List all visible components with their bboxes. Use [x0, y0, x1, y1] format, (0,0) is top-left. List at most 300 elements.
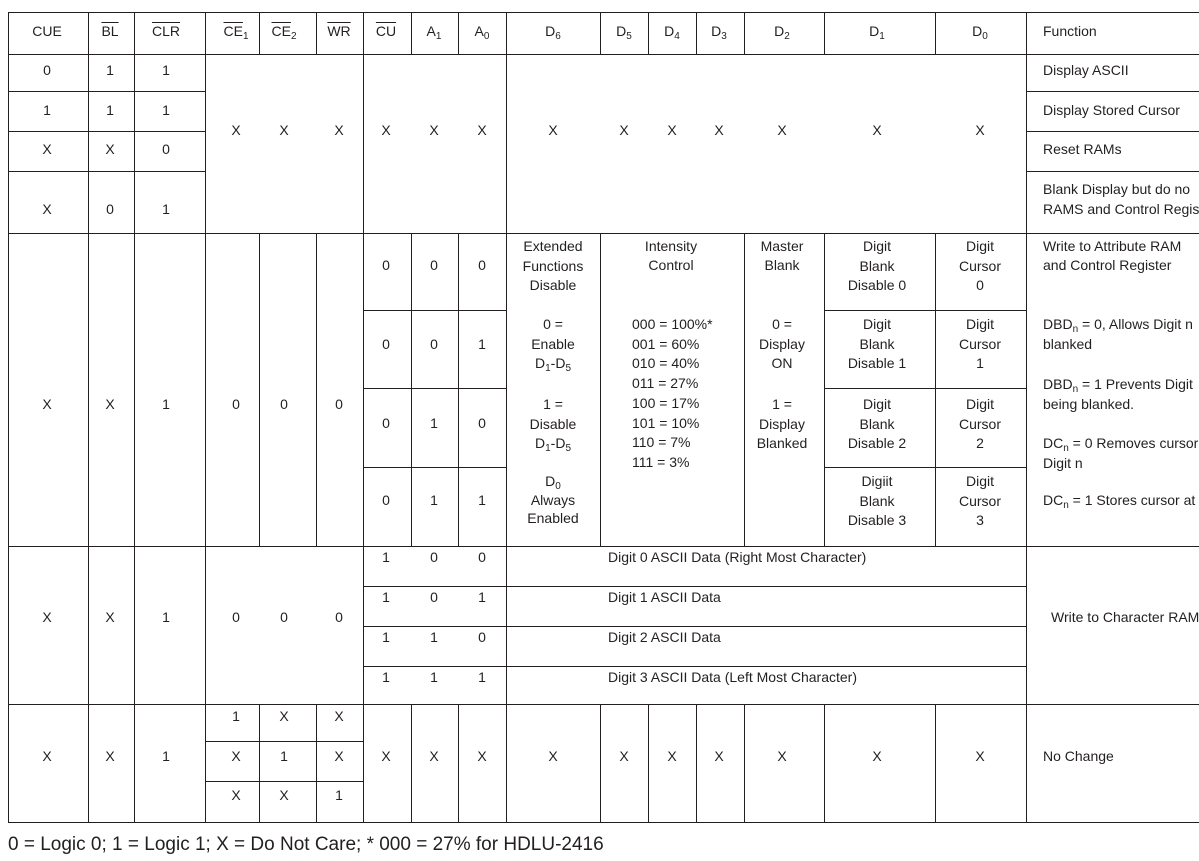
- g2-d1-text: [859, 415, 894, 435]
- g2-d6-disable: [530, 415, 577, 435]
- table-grid-line: [8, 131, 205, 132]
- table-grid-line: [316, 704, 317, 822]
- g2-intensity-level: 110 = 7%: [632, 434, 691, 451]
- g2-d6-range-text: D: [534, 355, 546, 371]
- header-d3-subscript: 3: [721, 31, 727, 42]
- table-grid-line: [411, 12, 412, 54]
- g3-a1: [430, 548, 438, 568]
- g2-d1-text-text: Blank: [859, 335, 895, 352]
- g2-d6-range-subscript: 1: [545, 443, 551, 454]
- table-grid-line: [8, 822, 1199, 823]
- g2-d6-range: [535, 434, 571, 454]
- g1-bl-text: 1: [106, 102, 114, 118]
- table-grid-line: [1026, 131, 1199, 132]
- g4-bl-text: X: [105, 748, 115, 764]
- g2-d0-text: [966, 395, 994, 415]
- g2-function-text: = 0, Allows Digit n: [1078, 316, 1193, 332]
- g2-cu-text: 0: [382, 415, 390, 431]
- g4-cue-text: X: [42, 748, 52, 764]
- table-grid-line: [316, 12, 317, 54]
- table-grid-line: [316, 233, 317, 546]
- table-grid-line: [1026, 91, 1199, 92]
- g2-intensity-level: 010 = 40%: [632, 355, 700, 372]
- g3-a0: [478, 628, 486, 648]
- table-grid-line: [205, 12, 206, 822]
- header-function-text: Function: [1043, 23, 1097, 39]
- g2-d1-text: [863, 315, 891, 335]
- g1-wr-x: [334, 121, 343, 141]
- g2-intensity-title: [648, 256, 693, 276]
- header-d2-text: D: [774, 23, 785, 39]
- g1-clr-text: 1: [162, 201, 170, 217]
- g2-function: [1043, 335, 1092, 355]
- table-grid-line: [1026, 12, 1027, 822]
- header-d6: [545, 22, 561, 42]
- g2-a1: [430, 414, 438, 434]
- g2-d0-text-text: Digit: [965, 316, 995, 332]
- g4-function-text: No Change: [1043, 748, 1114, 764]
- g1-bl: [105, 140, 114, 160]
- g2-master-off-text: 1 =: [772, 396, 792, 412]
- table-grid-line: [600, 233, 601, 546]
- g1-clr: [162, 61, 170, 81]
- g4-d6-x-text: X: [548, 748, 558, 764]
- g4-d0-x-text: X: [975, 748, 985, 764]
- g2-a0: [478, 414, 486, 434]
- g3-data: [608, 588, 721, 608]
- g2-clr: [162, 395, 170, 415]
- g1-a0-x: [477, 121, 486, 141]
- g3-cu: [382, 628, 390, 648]
- g4-clr: [162, 747, 170, 767]
- g3-wr: [335, 608, 343, 628]
- g3-bl-text: X: [105, 609, 115, 625]
- g2-function-subscript: n: [1072, 324, 1079, 335]
- g1-ce1-x-text: X: [231, 122, 241, 138]
- table-grid-line: [506, 12, 507, 822]
- header-ce1-subscript: 1: [242, 31, 249, 42]
- header-d1-subscript: 1: [879, 31, 885, 42]
- table-grid-line: [411, 233, 412, 546]
- g3-cu: [382, 668, 390, 688]
- g1-a1-x-text: X: [429, 122, 439, 138]
- g3-data-text: Digit 2 ASCII Data: [608, 629, 721, 645]
- g2-d6-enable: [543, 315, 563, 335]
- g2-d1-text: [861, 472, 892, 492]
- g2-d6-title-text: Disable: [529, 277, 577, 293]
- g1-ce1-x: [231, 121, 240, 141]
- g2-d0-text: [966, 315, 994, 335]
- header-a0-subscript: 0: [483, 31, 490, 42]
- g2-master-on: [759, 335, 805, 355]
- header-d0: [972, 22, 988, 42]
- g2-d0-text: [976, 434, 984, 454]
- g4-wr: [335, 786, 343, 806]
- table-grid-line: [8, 91, 205, 92]
- g2-d6-range: [535, 354, 571, 374]
- g2-function-subscript: n: [1063, 500, 1069, 511]
- g1-ce2-x: [279, 121, 288, 141]
- g3-a0: [478, 588, 486, 608]
- g2-cue-text: X: [42, 396, 52, 412]
- g1-clr-text: 1: [162, 102, 170, 118]
- g3-cu-text: 1: [382, 589, 390, 605]
- header-a1-subscript: 1: [435, 31, 442, 42]
- g3-a1-text: 0: [430, 589, 438, 605]
- g2-d0-text-text: 2: [976, 435, 984, 451]
- g2-cu: [382, 414, 390, 434]
- header-d5: [616, 22, 632, 42]
- table-grid-line: [935, 233, 936, 546]
- g4-d2-x-text: X: [777, 748, 787, 764]
- g2-d6-always-text: Enabled: [527, 510, 579, 526]
- g4-wr: [334, 707, 343, 727]
- header-d3-text: D: [711, 23, 722, 39]
- g4-ce1: [231, 747, 240, 767]
- g1-d0-x: [975, 121, 984, 141]
- g1-function-text: Blank Display but do no: [1043, 181, 1191, 197]
- header-d2-subscript: 2: [784, 31, 790, 42]
- header-d0-subscript: 0: [982, 31, 988, 42]
- g2-cu-text: 0: [382, 492, 390, 508]
- table-grid-line: [648, 12, 649, 54]
- g2-ce1: [232, 395, 240, 415]
- g2-d1-text-text: Blank: [859, 415, 895, 432]
- table-grid-line: [696, 12, 697, 54]
- g2-intensity-level: 101 = 10%: [632, 414, 700, 431]
- g4-d5-x-text: X: [619, 748, 629, 764]
- g1-clr: [162, 101, 170, 121]
- header-ce2: [271, 22, 296, 42]
- g2-d0-text-text: 3: [976, 512, 984, 528]
- g4-ce2-text: 1: [280, 748, 288, 764]
- g2-intensity-level: 111 = 3%: [632, 453, 690, 470]
- g2-master-on: [772, 354, 793, 374]
- header-ce2-subscript: 2: [290, 31, 297, 42]
- g3-a0: [478, 668, 486, 688]
- g3-cu-text: 1: [382, 669, 390, 685]
- g4-clr-text: 1: [162, 748, 170, 764]
- g2-d6-title: [523, 257, 584, 277]
- g2-d0-text: [959, 335, 1001, 355]
- g2-d6-title: [523, 237, 582, 257]
- g2-function: [1043, 434, 1198, 454]
- g2-function-subscript: n: [1063, 443, 1069, 454]
- g3-ce2-text: 0: [280, 609, 288, 625]
- g1-bl-text: X: [105, 141, 115, 157]
- g4-ce1-text: X: [231, 748, 241, 764]
- g2-d6-range-text: -D: [550, 435, 566, 451]
- table-grid-line: [8, 12, 9, 822]
- g4-d3-x: [714, 747, 723, 767]
- g2-d1-text: [848, 276, 906, 296]
- g2-d1-text: [848, 434, 906, 454]
- g2-function: [1043, 491, 1195, 511]
- g1-clr: [162, 140, 170, 160]
- g3-ce1: [232, 608, 240, 628]
- g2-cu: [382, 335, 390, 355]
- g2-d1-text-text: Disable 3: [847, 512, 907, 528]
- g1-cu-x-text: X: [381, 122, 391, 138]
- g2-a1-text: 1: [430, 415, 438, 431]
- g2-d1-text-text: Disable 1: [847, 355, 907, 371]
- g1-bl: [106, 200, 114, 220]
- g1-cue: [42, 200, 51, 220]
- g1-d1-x-text: X: [872, 122, 882, 138]
- g2-function-text: Write to Attribute RAM: [1043, 238, 1182, 254]
- header-a0-text: A: [474, 23, 484, 39]
- g1-a1-x: [429, 121, 438, 141]
- g2-d6-range-subscript: 1: [545, 363, 551, 374]
- g4-ce1-text: X: [231, 787, 241, 803]
- g4-d4-x-text: X: [667, 748, 677, 764]
- g2-d6-range-subscript: 5: [565, 443, 572, 454]
- g2-d6-always: [545, 472, 561, 492]
- g2-master-title-text: Blank: [764, 257, 800, 273]
- g1-clr-text: 1: [162, 62, 170, 78]
- g3-cu: [382, 548, 390, 568]
- g1-bl-text: 0: [106, 201, 114, 217]
- g4-wr-text: X: [334, 748, 344, 764]
- g2-ce2: [280, 395, 288, 415]
- table-grid-line: [411, 704, 412, 822]
- g2-d6-always: [531, 491, 575, 511]
- g2-d1-text: [859, 335, 894, 355]
- table-grid-line: [8, 54, 1199, 55]
- table-grid-line: [363, 310, 506, 311]
- table-grid-line: [600, 12, 601, 54]
- g1-function: [1043, 200, 1199, 220]
- g2-d0-text: [959, 257, 1001, 277]
- g4-ce2: [279, 786, 288, 806]
- g2-d0-text-text: Cursor: [958, 257, 1002, 274]
- g1-function: [1043, 140, 1122, 160]
- g2-d0-text-text: 1: [976, 355, 984, 371]
- header-d6-text: D: [545, 23, 556, 39]
- g3-cu-text: 1: [382, 629, 390, 645]
- g2-cu: [382, 491, 390, 511]
- table-grid-line: [824, 310, 1026, 311]
- g3-ce2: [280, 608, 288, 628]
- g2-bl: [105, 395, 114, 415]
- table-grid-line: [458, 233, 459, 546]
- table-grid-line: [824, 704, 825, 822]
- g2-master-off-text: Blanked: [756, 435, 808, 451]
- g1-bl: [106, 61, 114, 81]
- g1-a0-x-text: X: [477, 122, 487, 138]
- g2-master-on-text: 0 =: [772, 316, 792, 332]
- g2-intensity-level: 011 = 27%: [632, 375, 699, 392]
- g2-d1-text: [848, 354, 906, 374]
- g2-function: [1043, 375, 1193, 395]
- g1-function-text: Display Stored Cursor: [1043, 102, 1180, 118]
- table-grid-line: [458, 12, 459, 54]
- g2-master-off: [772, 395, 792, 415]
- g2-d1-text-text: Digit: [862, 396, 892, 412]
- g2-a0: [478, 335, 486, 355]
- table-grid-line: [1026, 171, 1199, 172]
- g1-ce2-x-text: X: [279, 122, 289, 138]
- g3-a0-text: 1: [478, 669, 486, 685]
- g2-master-on-text: Display: [759, 335, 805, 352]
- header-clr: [152, 22, 180, 42]
- g2-cu-text: 0: [382, 257, 390, 273]
- g3-a1: [430, 628, 438, 648]
- g2-a1: [430, 335, 438, 355]
- g2-a0: [478, 256, 486, 276]
- g2-function-text: and Control Register: [1043, 257, 1172, 273]
- g1-function: [1043, 101, 1180, 121]
- g2-intensity-title-text: Intensity: [644, 238, 698, 254]
- g2-master-title-text: Master: [760, 238, 804, 254]
- g2-d0-text: [976, 354, 984, 374]
- table-grid-line: [935, 704, 936, 822]
- g2-a0-text: 1: [478, 336, 486, 352]
- table-grid-line: [744, 704, 745, 822]
- g4-a1-x: [429, 747, 438, 767]
- table-grid-line: [696, 704, 697, 822]
- g2-master-off: [759, 415, 805, 435]
- g3-a0-text: 0: [478, 629, 486, 645]
- table-grid-line: [8, 171, 205, 172]
- g2-master-off: [757, 434, 808, 454]
- g4-ce2-text: X: [279, 708, 289, 724]
- g2-function-text: blanked: [1043, 335, 1093, 352]
- g2-d6-title-text: Functions: [522, 257, 584, 274]
- g1-d5-x: [619, 121, 628, 141]
- table-grid-line: [648, 704, 649, 822]
- g4-ce1-text: 1: [232, 708, 240, 724]
- g2-d6-enable-text: Enable: [531, 335, 575, 352]
- g3-function-text: Write to Character RAM: [1051, 609, 1199, 625]
- g4-d3-x-text: X: [714, 748, 724, 764]
- table-grid-line: [363, 467, 506, 468]
- g2-d6-title-text: Extended: [523, 238, 583, 254]
- g2-function: [1043, 395, 1134, 415]
- g3-cue-text: X: [42, 609, 52, 625]
- header-ce1-text: $\overline{CE}$: [223, 23, 243, 39]
- g4-d1-x-text: X: [872, 748, 882, 764]
- g3-data: [608, 668, 857, 688]
- header-cu-text: $\overline{CU}$: [375, 23, 397, 39]
- g3-ce1-text: 0: [232, 609, 240, 625]
- g2-clr-text: 1: [162, 396, 170, 412]
- table-grid-line: [935, 12, 936, 54]
- header-cu: [376, 22, 396, 42]
- g3-wr-text: 0: [335, 609, 343, 625]
- g4-cue: [42, 747, 51, 767]
- table-grid-line: [363, 626, 1026, 627]
- g4-d1-x: [872, 747, 881, 767]
- g2-function: [1043, 256, 1171, 276]
- g2-d1-text-text: Disable 0: [847, 277, 907, 293]
- header-cue: [32, 22, 62, 42]
- table-grid-line: [8, 704, 1199, 705]
- header-a0: [475, 22, 490, 42]
- table-grid-line: [824, 12, 825, 54]
- g2-intensity-title-text: Control: [648, 257, 694, 273]
- g2-d1-text: [863, 395, 891, 415]
- g4-ce2: [279, 707, 288, 727]
- g2-intensity-level: 001 = 60%: [632, 335, 700, 352]
- header-clr-text: $\overline{CLR}$: [151, 23, 181, 39]
- g2-a1: [430, 491, 438, 511]
- g1-d1-x: [872, 121, 881, 141]
- g2-d1-text-text: Digiit: [861, 473, 893, 489]
- g3-a0-text: 0: [478, 549, 486, 565]
- g4-cu-x-text: X: [381, 748, 391, 764]
- g2-d0-text: [959, 492, 1001, 512]
- g2-function-text: Digit n: [1043, 454, 1083, 471]
- g4-d6-x: [548, 747, 557, 767]
- g2-wr: [335, 395, 343, 415]
- header-d0-text: D: [972, 23, 983, 39]
- g2-cu-text: 0: [382, 336, 390, 352]
- g1-function: [1043, 61, 1129, 81]
- g3-data: [608, 628, 721, 648]
- g3-cu-text: 1: [382, 549, 390, 565]
- header-wr: [327, 22, 350, 42]
- g2-d1-text-text: Blank: [859, 492, 895, 509]
- g3-data-text: Digit 0 ASCII Data (Right Most Character): [608, 549, 867, 565]
- g2-master-title: [764, 256, 799, 276]
- g1-wr-x-text: X: [334, 122, 344, 138]
- g3-a1-text: 1: [430, 669, 438, 685]
- g2-d0-text: [976, 276, 984, 296]
- g1-clr: [162, 200, 170, 220]
- table-grid-line: [205, 741, 363, 742]
- header-d2: [774, 22, 790, 42]
- g2-a0-text: 0: [478, 257, 486, 273]
- g1-cue-text: 1: [43, 102, 51, 118]
- g1-bl-text: 1: [106, 62, 114, 78]
- header-ce1: [223, 22, 248, 42]
- g2-d1-text-text: Blank: [859, 257, 895, 274]
- footnote: 0 = Logic 0; 1 = Logic 1; X = Do Not Care; * 000 = 27% for HDLU-2416: [8, 834, 604, 855]
- table-grid-line: [600, 704, 601, 822]
- g3-cue: [42, 608, 51, 628]
- g2-d6-range-text: -D: [550, 355, 566, 371]
- table-grid-line: [205, 781, 363, 782]
- g2-master-title: [761, 237, 804, 257]
- g2-d6-range-subscript: 5: [565, 363, 572, 374]
- g2-d1-text: [859, 492, 894, 512]
- g2-d0-text-text: 0: [976, 277, 984, 293]
- g2-a1: [430, 256, 438, 276]
- g4-wr-text: 1: [335, 787, 343, 803]
- header-wr-text: $\overline{WR}$: [327, 23, 351, 39]
- g3-a1: [430, 668, 438, 688]
- g1-function: [1043, 180, 1190, 200]
- table-grid-line: [363, 666, 1026, 667]
- g2-d6-always-subscript: 0: [555, 481, 561, 492]
- g2-d0-text-text: Cursor: [958, 492, 1002, 509]
- table-grid-line: [744, 233, 745, 546]
- g2-d0-text: [976, 511, 984, 531]
- g3-a0-text: 1: [478, 589, 486, 605]
- header-d6-subscript: 6: [555, 31, 561, 42]
- g1-d5-x-text: X: [619, 122, 629, 138]
- g2-master-on-text: ON: [771, 355, 793, 371]
- g3-data-text: Digit 3 ASCII Data (Left Most Character): [608, 669, 857, 685]
- g1-d6-x: [548, 121, 557, 141]
- g3-a1-text: 0: [430, 549, 438, 565]
- g2-function-text: DBD: [1043, 376, 1073, 392]
- g2-function-text: = 1 Stores cursor at: [1068, 492, 1196, 508]
- g1-d4-x-text: X: [667, 122, 677, 138]
- g1-function-text: Display ASCII: [1043, 62, 1129, 78]
- g1-bl: [106, 101, 114, 121]
